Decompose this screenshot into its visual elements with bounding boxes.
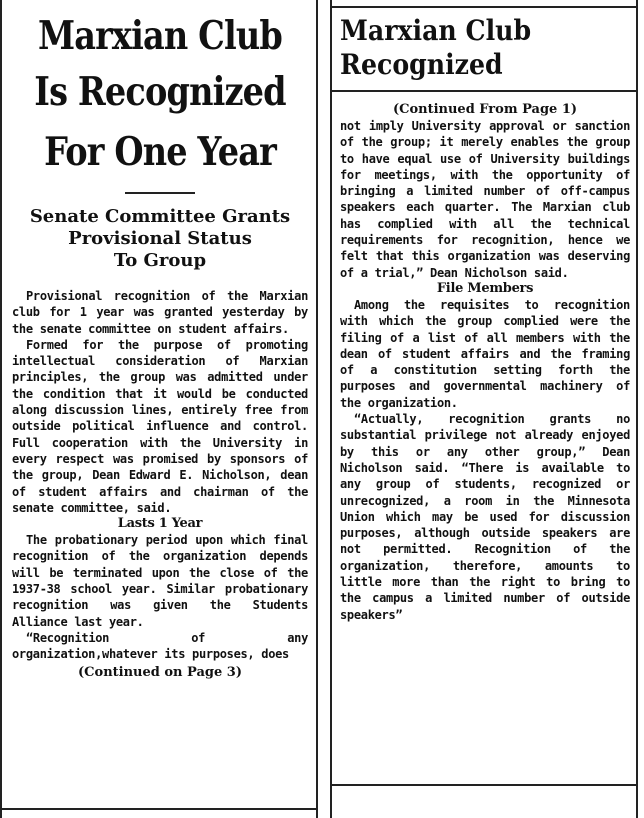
paragraph: Formed for the purpose of promoting intellectual consideration of Marxian principles, the group was admitted under the condition that it would be conducted along discussion lines, entirely free from outside political influence and control. Full cooperation with the University in every respect was promised by sponsors of the group, Dean Edward E. Nicholson, dean of student affairs and chairman of the senate committee, said. bbox=[12, 337, 308, 515]
subheadline-line-2: Provisional Status bbox=[68, 228, 252, 249]
subheadline-line-1: Senate Committee Grants bbox=[29, 206, 291, 227]
crosshead-lasts-1-year: Lasts 1 Year bbox=[117, 516, 203, 532]
right-clipping bbox=[330, 0, 638, 818]
right-article-body bbox=[340, 118, 630, 623]
paragraph: “Recognition of any organization,whatever its purposes, does bbox=[12, 630, 308, 662]
paragraph: “Actually, recognition grants no substantial privilege not already enjoyed by this or any other group,” Dean Nicholson said. “There is available to any group of students, recognized or unrecognized, a room in the Minnesota Union which may be used for discussion purposes, although outside speakers are not permitted. Recognition of the organization, therefore, amounts to little more than the right to bring to the campus a limited number of outside speakers” bbox=[340, 412, 630, 622]
main-headline-line-3: For One Year bbox=[44, 129, 276, 175]
crosshead-file-members: File Members bbox=[436, 280, 534, 296]
subheadline bbox=[6, 206, 314, 272]
continued-on-notice: (Continued on Page 3) bbox=[78, 664, 242, 680]
headline-divider bbox=[125, 192, 195, 194]
main-headline bbox=[16, 10, 305, 182]
continuation-headline-line-1: Marxian Club bbox=[340, 14, 532, 47]
paragraph: Among the requisites to recognition with which the group complied were the filing of a list of all members with the dean of student affairs and the framing of a constitution setting forth the purposes and governmental machinery of the organization. bbox=[340, 297, 630, 410]
paragraph: not imply University approval or sanction of the group; it merely enables the group to have equal use of University buildings for meetings, with the opportunity of bringing a limited number of off-campus speakers each quarter. The Marxian club has complied with all the technical requirements for recognition, hence we felt that this organization was deserving of a trial,” Dean Nicholson said. bbox=[340, 119, 630, 280]
right-clipping-bottom-rule bbox=[330, 784, 638, 786]
left-clipping-bottom-rule bbox=[0, 808, 318, 810]
main-headline-line-1: Marxian Club bbox=[37, 13, 283, 59]
continuation-headline-line-2: Recognized bbox=[340, 48, 503, 81]
continuation-headline bbox=[340, 14, 601, 82]
continued-from-notice: (Continued From Page 1) bbox=[392, 102, 578, 117]
paragraph: Provisional recognition of the Marxian club for 1 year was granted yesterday by the senate committee on student affairs. bbox=[12, 289, 308, 336]
paragraph: The probationary period upon which final recognition of the organization depends will be terminated upon the close of the 1937-38 school year. Similar probationary recognition was given the Students Alliance last year. bbox=[12, 533, 308, 629]
main-headline-line-2: Is Recognized bbox=[34, 69, 286, 115]
continuation-headline-rule bbox=[332, 90, 636, 92]
subheadline-line-3: To Group bbox=[113, 250, 207, 271]
left-clipping bbox=[0, 0, 318, 818]
left-article-body bbox=[12, 288, 308, 663]
